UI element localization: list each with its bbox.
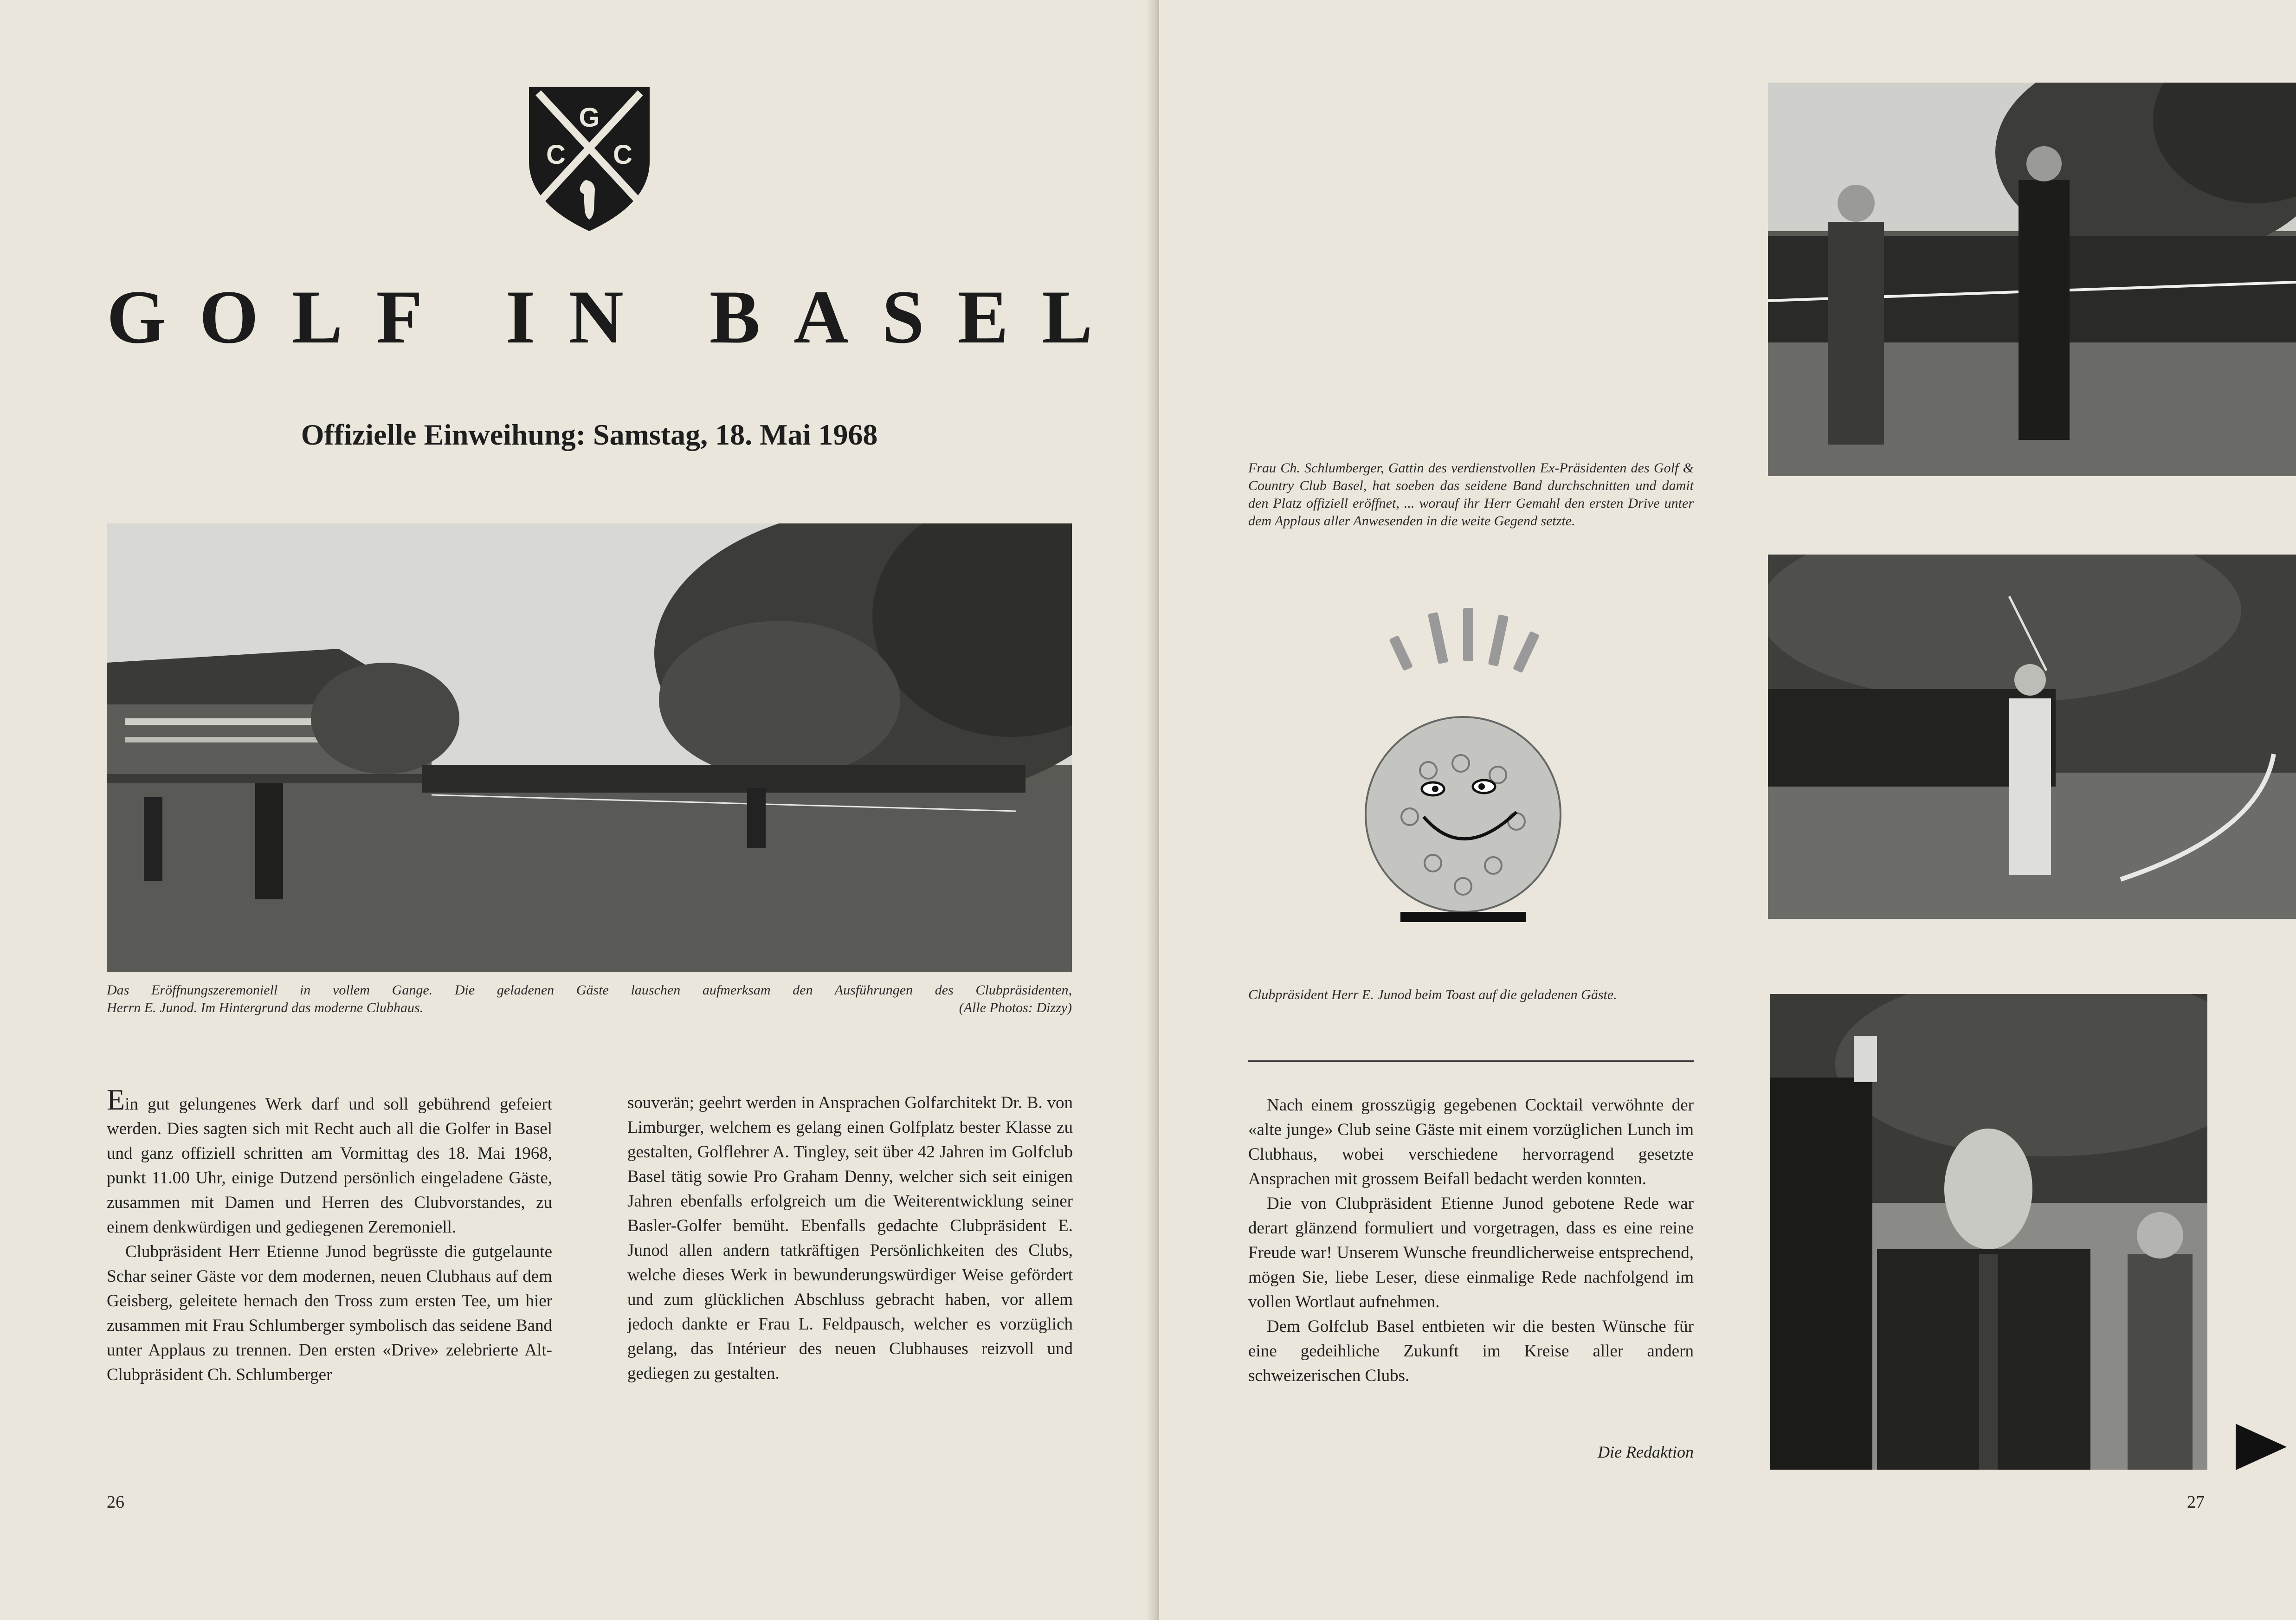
- caption-line-1: Das Eröffnungszeremoniell in vollem Gange. Die geladenen Gäste lauschen aufmerksam den Ausführungen des Clubpräsidenten,: [107, 982, 1072, 998]
- article-signature: Die Redaktion: [1598, 1443, 1694, 1461]
- column3-paragraph-1: Nach einem grosszügig gegebenen Cocktail verwöhnte der «alte junge» Club seine Gäste mit einem vorzüglichen Lunch im Clubhaus, wobei verschiedene hervorragend gesetzte Ansprachen mit grossem Beifall bedacht werden konnten.: [1248, 1096, 1694, 1188]
- column2-paragraph-1: souverän; geehrt werden in Ansprachen Golfarchitekt Dr. B. von Limburger, welchem es gelang einen Golfplatz bester Klasse zu gestalten, Golflehrer A. Tingley, seit über 42 Jahren im Golfclub Basel tätig sowie Pro Graham Denny, welcher sich seit einigen Jahren ebenfalls erfolgreich um die Weiterentwicklung seiner Basler-Golfer bemüht. Ebenfalls gedachte Clubpräsident E. Junod allen andern tatkräftigen Persönlichkeiten des Clubs, welche dieses Werk in bewunderungswürdiger Weise gefördert und zum glücklichen Abschluss gebracht haben, vor allem jedoch dankte er Frau L. Feldpausch, welcher es vorzüglich gelang, das Intérieur des neuen Clubhauses reizvoll und gediegen zu gestalten.: [627, 1093, 1073, 1383]
- caption-line-2: Herrn E. Junod. Im Hintergrund das moderne Clubhaus.: [107, 1000, 424, 1015]
- smiling-golf-ball-icon: [1359, 603, 1563, 937]
- crest-letter-right: C: [613, 140, 632, 170]
- column1-paragraph-1: [107, 1083, 552, 1239]
- ceremony-photo-caption: [107, 981, 1072, 1017]
- club-crest-icon: [524, 83, 654, 236]
- ceremony-photo: [107, 523, 1072, 972]
- toast-photo: [1770, 994, 2207, 1470]
- column3-paragraph-3: Dem Golfclub Basel entbieten wir die besten Wünsche für eine gedeihliche Zukunft im Kreise aller andern schweizerischen Clubs.: [1248, 1317, 1694, 1385]
- triangle-right-icon[interactable]: [2236, 1424, 2287, 1470]
- crest-letter-top: G: [579, 103, 600, 133]
- column3-paragraph-2: Die von Clubpräsident Etienne Junod gebotene Rede war derart glänzend formuliert und vorgetragen, dass es eine reine Freude war! Unserem Wunsche freundlicherweise entsprechend, mögen Sie, liebe Leser, diese einmalige Rede nachfolgend im vollen Wortlaut aufnehmen.: [1248, 1194, 1694, 1311]
- page-number-left: 26: [107, 1492, 124, 1512]
- first-drive-photo: [1768, 555, 2296, 919]
- article-column-2: [627, 1091, 1073, 1386]
- crest-letter-left: C: [546, 140, 566, 170]
- horizontal-rule: [1248, 1060, 1694, 1062]
- ribbon-cutting-photo: [1768, 83, 2296, 476]
- photo-credit: (Alle Photos: Dizzy): [959, 1000, 1072, 1015]
- article-subtitle: Offizielle Einweihung: Samstag, 18. Mai 1968: [301, 418, 878, 451]
- article-column-1: [107, 1083, 552, 1387]
- article-column-3: [1248, 1093, 1694, 1388]
- page-number-right: 27: [2187, 1492, 2205, 1512]
- right-page: [1159, 0, 2296, 1620]
- article-title: GOLF IN BASEL: [107, 275, 1126, 359]
- column1-paragraph-1-text: in gut gelungenes Werk darf und soll gebührend gefeiert werden. Dies sagten sich mit Recht auch all die Golfer in Basel und ganz offiziell schritten am Vormittag des 18. Mai 1968, punkt 11.00 Uhr, einige Dutzend persönlich eingeladene Gäste, zusammen mit Damen und Herren des Clubvorstandes, zu einem denkwürdigen und gediegenen Zeremoniell.: [107, 1095, 552, 1237]
- ribbon-cutting-caption: Frau Ch. Schlumberger, Gattin des verdienstvollen Ex-Präsidenten des Golf & Country Club Basel, hat soeben das seidene Band durchschnitten und damit den Platz offiziell eröffnet, ... worauf ihr Herr Gemahl den ersten Drive unter dem Applaus aller Anwesenden in die weite Gegend setzte.: [1248, 460, 1694, 529]
- dropcap: E: [107, 1083, 125, 1116]
- column1-paragraph-2: Clubpräsident Herr Etienne Junod begrüsste die gutgelaunte Schar seiner Gäste vor dem modernen, neuen Clubhaus auf dem Geisberg, geleitete hernach den Tross zum ersten Tee, um hier zusammen mit Frau Schlumberger symbolisch das seidene Band unter Applaus zu trennen. Den ersten «Drive» zelebrierte Alt-Clubpräsident Ch. Schlumberger: [107, 1242, 552, 1384]
- toast-caption: Clubpräsident Herr E. Junod beim Toast auf die geladenen Gäste.: [1248, 987, 1617, 1002]
